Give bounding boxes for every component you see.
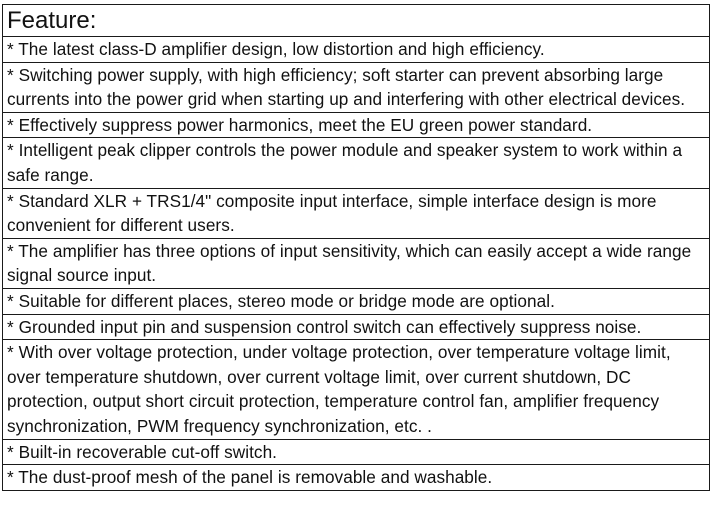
- feature-item: * Intelligent peak clipper controls the power module and speaker system to work within a safe range.: [3, 138, 709, 188]
- feature-item: * Standard XLR + TRS1/4" composite input interface, simple interface design is more convenient for different users.: [3, 189, 709, 239]
- feature-item: * Effectively suppress power harmonics, meet the EU green power standard.: [3, 113, 709, 139]
- feature-item: * With over voltage protection, under voltage protection, over temperature voltage limit, over temperature shutdown, over current voltage limit, over current shutdown, DC protection, output short circuit protection, temperature control fan, amplifier frequency synchronization, PWM frequency synchronization, etc. .: [3, 340, 709, 439]
- feature-item: * Grounded input pin and suspension control switch can effectively suppress noise.: [3, 315, 709, 341]
- feature-item: * The dust-proof mesh of the panel is removable and washable.: [7, 467, 493, 488]
- feature-title: Feature:: [3, 5, 709, 37]
- feature-item: * Switching power supply, with high efficiency; soft starter can prevent absorbing large currents into the power grid when starting up and interfering with other electrical devices.: [3, 63, 709, 113]
- feature-table: [2, 4, 710, 491]
- feature-item: * Suitable for different places, stereo mode or bridge mode are optional.: [3, 289, 709, 315]
- feature-item: * The amplifier has three options of input sensitivity, which can easily accept a wide range signal source input.: [3, 239, 709, 289]
- feature-item: * The latest class-D amplifier design, low distortion and high efficiency.: [3, 37, 709, 63]
- feature-item: * Built-in recoverable cut-off switch.: [3, 440, 709, 466]
